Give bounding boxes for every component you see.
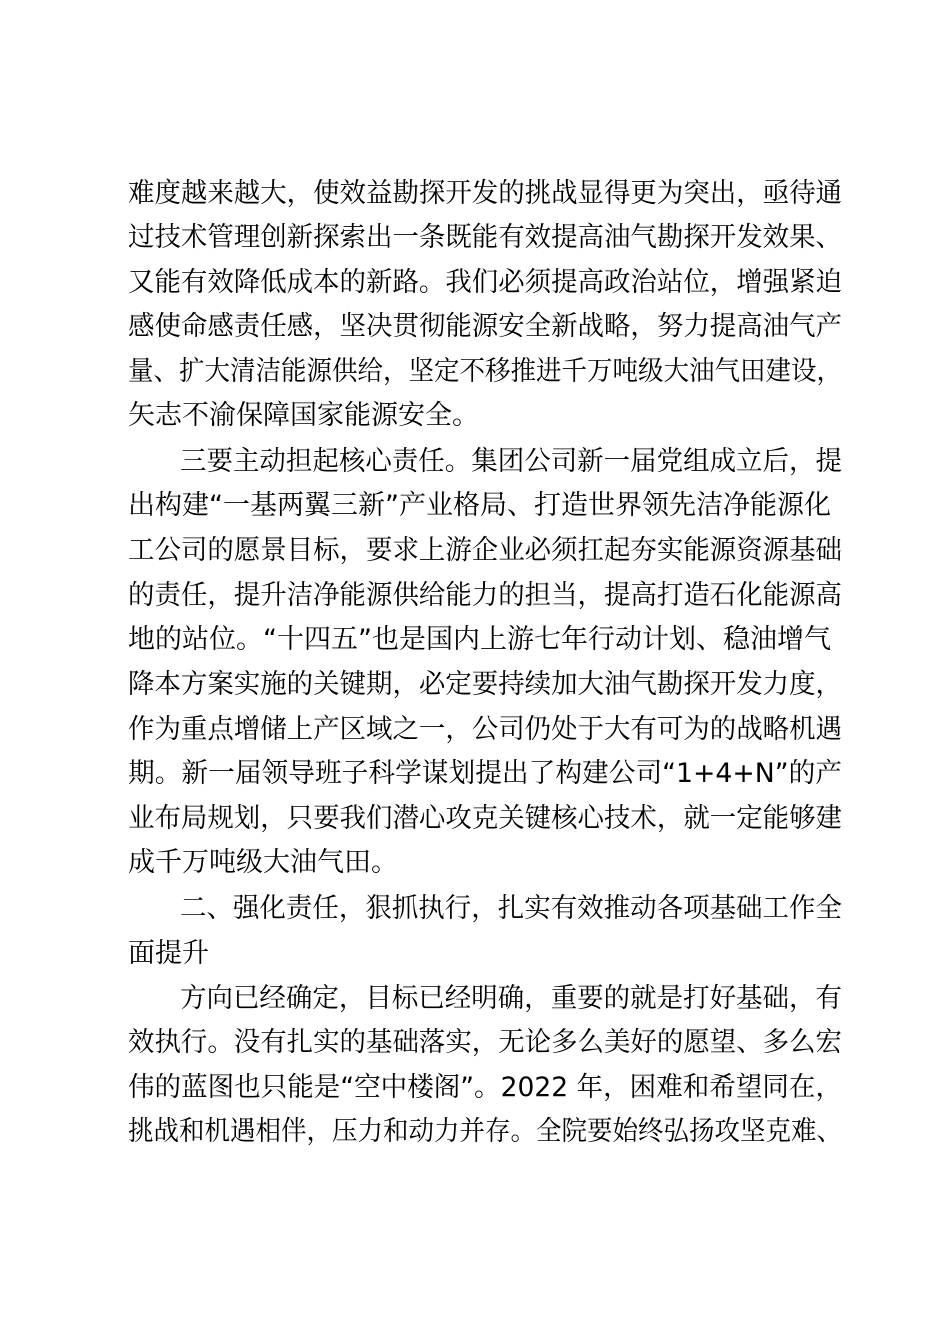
line-text: 矢志不渝保障国家能源安全。 [128, 400, 479, 431]
text-line [0, 394, 950, 438]
line-text: 过技术管理创新探索出一条既能有效提高油气勘探开发效果、 [128, 222, 842, 253]
text-line [0, 529, 950, 573]
line-text: 工公司的愿景目标，要求上游企业必须扛起夯实能源资源基础 [128, 535, 842, 566]
text-line [0, 574, 950, 618]
line-text: 的责任，提升洁净能源供给能力的担当，提高打造石化能源高 [128, 580, 842, 611]
text-line [0, 216, 950, 260]
section-heading [0, 887, 950, 931]
line-text: 效执行。没有扎实的基础落实，无论多么美好的愿望、多么宏 [128, 1027, 842, 1058]
line-text: 作为重点增储上产区域之一，公司仍处于大有可为的战略机遇 [128, 714, 842, 745]
text-line [0, 752, 950, 796]
line-text: 伟的蓝图也只能是“空中楼阁”。2022 年，困难和希望同在， [128, 1072, 843, 1103]
line-text: 二、强化责任，狠抓执行，扎实有效推动各项基础工作全 [180, 893, 842, 924]
text-line [0, 618, 950, 662]
line-text: 感使命感责任感，坚决贯彻能源安全新战略，努力提高油气产 [128, 311, 842, 342]
text-line [0, 350, 950, 394]
text-line [0, 1066, 950, 1110]
line-text: 量、扩大清洁能源供给，坚定不移推进千万吨级大油气田建设， [128, 356, 842, 387]
line-text: 出构建“一基两翼三新”产业格局、打造世界领先洁净能源化 [128, 490, 831, 521]
text-line [0, 261, 950, 305]
text-line [0, 440, 950, 484]
text-line [0, 1021, 950, 1065]
line-text: 又能有效降低成本的新路。我们必须提高政治站位，增强紧迫 [128, 267, 842, 298]
section-heading [0, 932, 950, 976]
text-line [0, 663, 950, 707]
line-text: 三要主动担起核心责任。集团公司新一届党组成立后，提 [180, 446, 842, 477]
text-line [0, 172, 950, 216]
text-line [0, 841, 950, 885]
line-text: 方向已经确定，目标已经明确，重要的就是打好基础，有 [180, 983, 842, 1014]
text-line [0, 977, 950, 1021]
line-text: 降本方案实施的关键期，必定要持续加大油气勘探开发力度， [128, 669, 842, 700]
line-text: 成千万吨级大油气田。 [128, 847, 398, 878]
line-text: 难度越来越大，使效益勘探开发的挑战显得更为突出，亟待通 [128, 178, 842, 209]
text-line [0, 708, 950, 752]
line-text: 期。新一届领导班子科学谋划提出了构建公司“1+4+N”的产 [128, 758, 842, 789]
text-line [0, 1110, 950, 1154]
text-line [0, 484, 950, 528]
line-text: 地的站位。“十四五”也是国内上游七年行动计划、稳油增气 [128, 624, 831, 655]
text-line [0, 305, 950, 349]
line-text: 面提升 [128, 938, 209, 969]
text-line [0, 797, 950, 841]
line-text: 挑战和机遇相伴，压力和动力并存。全院要始终弘扬攻坚克难、 [128, 1116, 842, 1147]
line-text: 业布局规划，只要我们潜心攻克关键核心技术，就一定能够建 [128, 803, 842, 834]
